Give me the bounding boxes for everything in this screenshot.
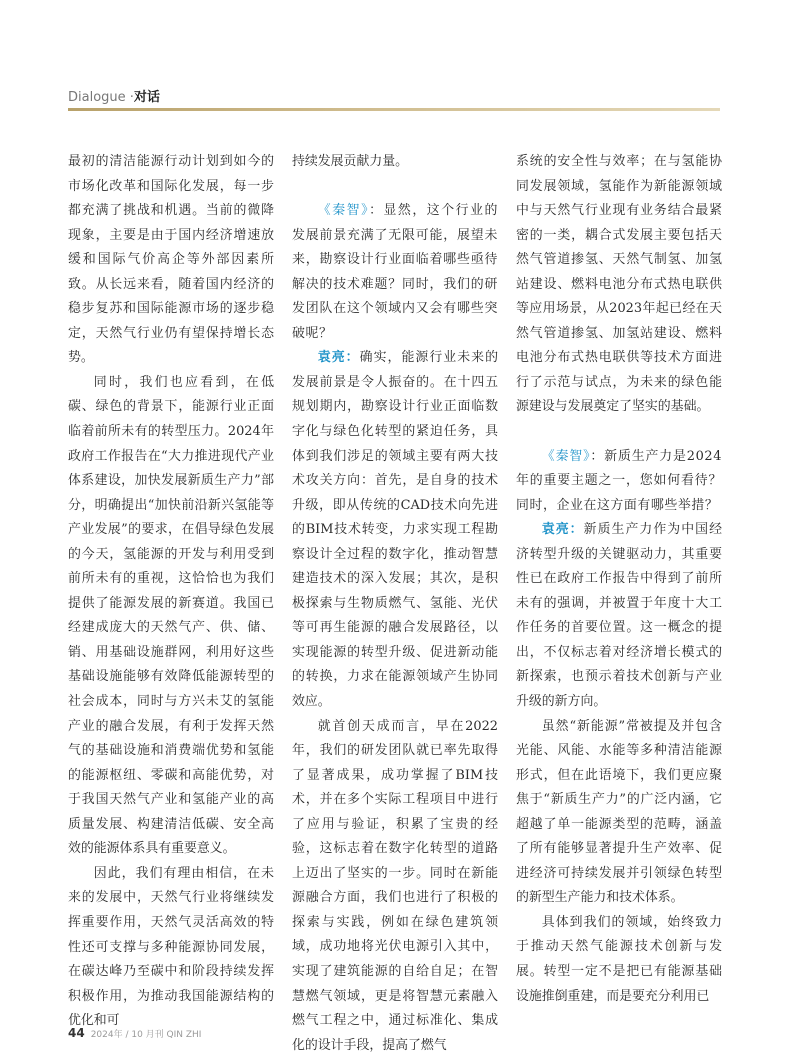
column-1: [68, 150, 274, 1034]
paragraph: 持续发展贡献力量。: [292, 154, 409, 169]
paragraph: 虽然“新能源”常被提及并包含光能、风能、水能等多种清洁能源形式，但在此语境下，我们更应聚焦于“新质生产力”的广泛内涵，它超越了单一能源类型的范畴，涵盖了所有能够显著提升生产效率、促进经济可持续发展并引领绿色转型的新型生产能力和技术体系。: [516, 718, 722, 906]
paragraph: 最初的清洁能源行动计划到如今的市场化改革和国际化发展，每一步都充满了挑战和机遇。当前的微降现象，主要是由于国内经济增速放缓和国际气价高企等外部因素所致。从长远来看，随着国内经济的稳步复苏和国际能源市场的逐步稳定，天然气行业仍有望保持增长态势。: [68, 154, 274, 366]
question-text: ：新质生产力是2024年的重要主题之一，您如何看待？同时，企业在这方面有哪些举措？: [516, 448, 723, 513]
question: [292, 199, 498, 346]
questioner-name: 《秦智》: [541, 448, 591, 464]
section-header: [68, 86, 160, 105]
question: [516, 445, 722, 519]
issue-info: 2024年 / 10 月刊 QIN ZHI: [90, 1030, 202, 1040]
spacer: [292, 175, 498, 200]
answer: [516, 518, 722, 714]
section-name-en: Dialogue: [68, 90, 126, 105]
paragraph: 因此，我们有理由相信，在未来的发展中，天然气行业将继续发挥重要作用，天然气灵活高效的特性还可支撑与多种能源协同发展，在碳达峰乃至碳中和阶段持续发挥积极作用，为推动我国能源结构的优化和可: [68, 865, 274, 1029]
column-3: [516, 150, 722, 1009]
answer-text: 确实，能源行业未来的发展前景是令人振奋的。在十四五规划期内，勘察设计行业正面临数字化与绿色化转型的紧迫任务，具体到我们涉足的领域主要有两大技术攻关方向：首先，是自身的技术升级，即从传统的CAD技术向先进的BIM技术转变，力求实现工程勘察设计全过程的数字化，推动智慧建造技术的深入发展；其次，是积极探索与生物质燃气、氢能、光伏等可再生能源的融合发展路径，以实现能源的转型升级、促进新动能的转换，力求在能源领域产生协同效应。: [292, 350, 498, 709]
answer: [292, 346, 498, 714]
header-dot: ·: [129, 90, 134, 105]
answer-text: 新质生产力作为中国经济转型升级的关键驱动力，其重要性已在政府工作报告中得到了前所未有的强调，并被置于年度十大工作任务的首要位置。这一概念的提出，不仅标志着对经济增长模式的新探索，也预示着技术创新与产业升级的新方向。: [516, 522, 722, 709]
questioner-name: 《秦智》: [317, 203, 370, 219]
question-text: ：显然，这个行业的发展前景充满了无限可能，展望未来，勘察设计行业面临着哪些亟待解决的技术难题？同时，我们的研发团队在这个领域内又会有哪些突破呢？: [292, 203, 499, 341]
section-name-cn: 对话: [133, 90, 160, 105]
paragraph: 系统的安全性与效率；在与氢能协同发展领域，氢能作为新能源领域中与天然气行业现有业务结合最紧密的一类，耦合式发展主要包括天然气管道掺氢、天然气制氢、加氢站建设、燃料电池分布式热电联供等应用场景，从2023年起已经在天然气管道掺氢、加氢站建设、燃料电池分布式热电联供等技术方面进行了示范与试点，为未来的绿色能源建设与发展奠定了坚实的基础。: [516, 154, 722, 415]
speaker-name: 袁亮：: [541, 522, 584, 538]
paragraph: 同时，我们也应看到，在低碳、绿色的背景下，能源行业正面临着前所未有的转型压力。2024年政府工作报告在“大力推进现代产业体系建设，加快发展新质生产力”部分，明确提出“加快前沿新兴氢能等产业发展”的要求，在倡导绿色发展的今天，氢能源的开发与利用受到前所未有的重视，这恰恰也为我们提供了能源发展的新赛道。我国已经建成庞大的天然气产、供、储、销、用基础设施群网，利用好这些基础设施能够有效降低能源转型的社会成本，同时与方兴未艾的氢能产业的融合发展，有利于发挥天然气的基础设施和消费端优势和氢能的能源枢纽、零碳和高能优势，对于我国天然气产业和氢能产业的高质量发展、构建清洁低碳、安全高效的能源体系具有重要意义。: [68, 374, 274, 857]
header-rule: [68, 108, 720, 111]
page-number: 44: [68, 1026, 85, 1040]
speaker-name: 袁亮：: [317, 350, 360, 366]
column-2: [292, 150, 498, 1058]
paragraph: 具体到我们的领域，始终致力于推动天然气能源技术创新与发展。转型一定不是把已有能源基础设施推倒重建，而是要充分利用已: [516, 914, 722, 1004]
paragraph: 就首创天成而言，早在2022年，我们的研发团队就已率先取得了显著成果，成功掌握了BIM技术，并在多个实际工程项目中进行了应用与验证，积累了宝贵的经验，这标志着在数字化转型的道路上迈出了坚实的一步。同时在新能源融合方面，我们也进行了积极的探索与实践，例如在绿色建筑领域，成功地将光伏电源引入其中，实现了建筑能源的自给自足；在智慧燃气领域，更是将智慧元素融入燃气工程之中，通过标准化、集成化的设计手段，提高了燃气: [292, 718, 498, 1053]
page-footer: [68, 1026, 201, 1040]
spacer: [516, 420, 722, 445]
